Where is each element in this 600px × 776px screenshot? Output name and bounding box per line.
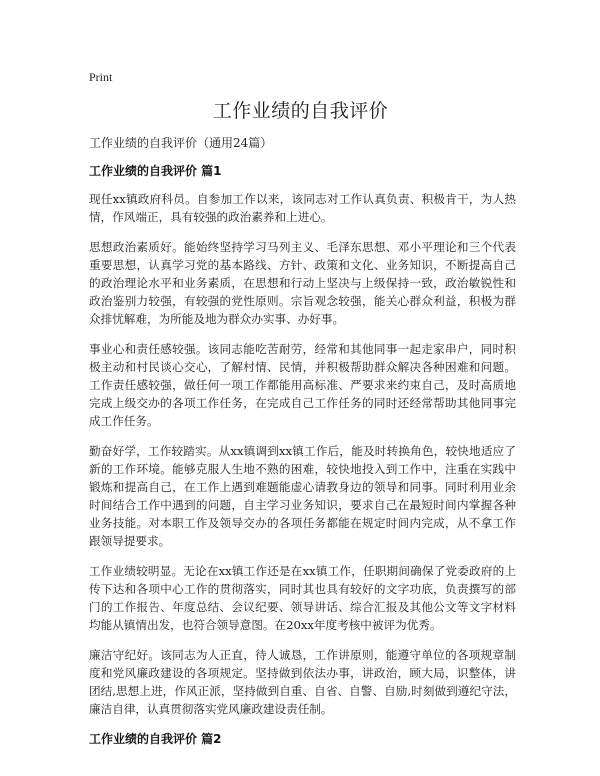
- section-1: [89, 162, 516, 718]
- paragraph: 事业心和责任感较强。该同志能吃苦耐劳，经常和其他同事一起走家串户，同时积极主动和村民谈心交心，了解村情、民情，并积极帮助群众解决各种困难和问题。工作责任感较强，做任何一项工作都能用高标准、严要求来约束自己，及时高质地完成上级交办的各项工作任务，在完成自己工作任务的同时还经常帮助其他同事完成工作任务。: [89, 342, 516, 428]
- paragraph: 现任xx镇政府科员。自参加工作以来，该同志对工作认真负责、积极肯干，为人热情，作风端正，具有较强的政治素养和上进心。: [89, 192, 516, 224]
- document-title: 工作业绩的自我评价: [212, 100, 389, 122]
- paragraph: 勤奋好学，工作较踏实。从xx镇调到xx镇工作后，能及时转换角色，较快地适应了新的工作环境。能够克服人生地不熟的困难，较快地投入到工作中，注重在实践中锻炼和提高自己，在工作上遇到难题能虚心请教身边的领导和同事。同时利用业余时间结合工作中遇到的问题，自主学习业务知识，要求自己在最短时间内掌握各种业务技能。对本职工作及领导交办的各项任务都能在规定时间内完成，从不拿工作跟领导提要求。: [89, 444, 516, 548]
- section-heading: 工作业绩的自我评价 篇2: [89, 732, 222, 746]
- paragraph: 工作业绩较明显。无论在xx镇工作还是在xx镇工作，任职期间确保了党委政府的上传下达和各项中心工作的贯彻落实，同时其也具有较好的文字功底，负责撰写的部门的工作报告、年度总结、会议纪要、领导讲话、综合汇报及其他公文等文字材料均能从镇情出发，也符合领导意图。在20xx年度考核中被评为优秀。: [89, 564, 516, 632]
- paragraph: 廉洁守纪好。该同志为人正直，待人诚恳，工作讲原则，能遵守单位的各项规章制度和党风廉政建设的各项规定。坚持做到依法办事，讲政治，顾大局，识整体，讲团结,思想上进，作风正派，坚持做到自重、自省、自警、自励,时刻做到遵纪守法，廉洁自律，认真贯彻落实党风廉政建设责任制。: [89, 648, 516, 716]
- section-2: [89, 730, 516, 748]
- section-heading: 工作业绩的自我评价 篇1: [89, 164, 222, 178]
- paragraph: 思想政治素质好。能始终坚持学习马列主义、毛泽东思想、邓小平理论和三个代表重要思想，认真学习党的基本路线、方针、政策和文化、业务知识，不断提高自己的政治理论水平和业务素质，在思想和行动上坚决与上级保持一致，政治敏锐性和政治鉴别力较强，有较强的党性原则。宗旨观念较强，能关心群众利益，积极为群众排忧解难，为所能及地为群众办实事、办好事。: [89, 240, 516, 326]
- document-subtitle: 工作业绩的自我评价（通用24篇）: [89, 136, 273, 150]
- print-label: Print: [89, 70, 113, 84]
